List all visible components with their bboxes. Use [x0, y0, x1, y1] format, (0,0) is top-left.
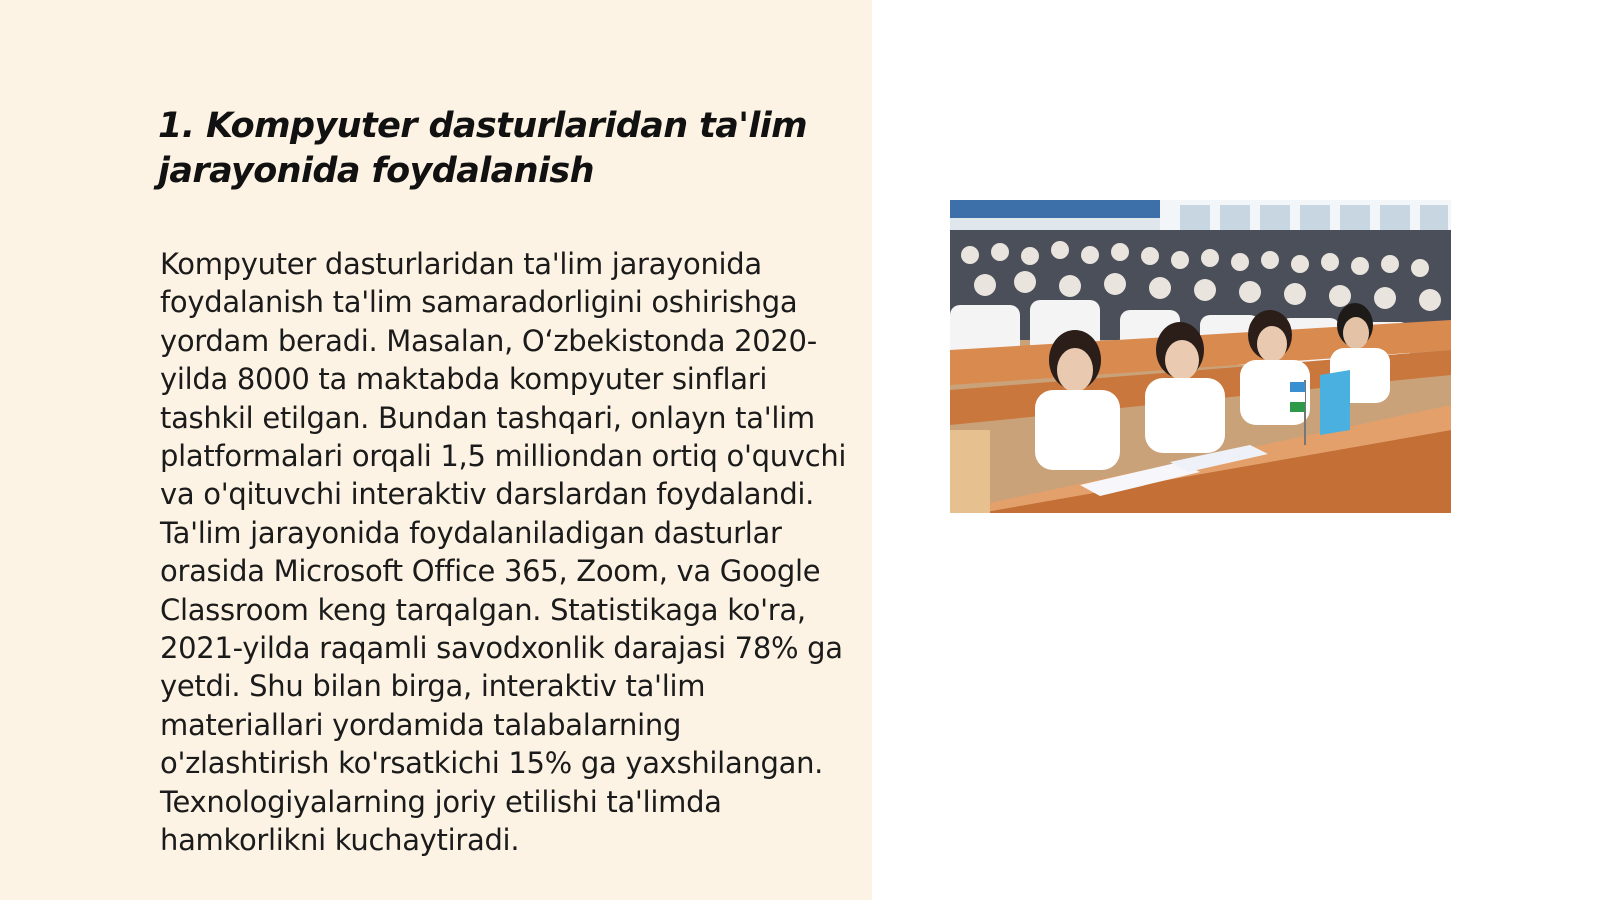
classroom-photo [950, 200, 1451, 513]
slide-body-text: Kompyuter dasturlaridan ta'lim jarayonida foydalanish ta'lim samaradorligini oshirishga yordam beradi. Masalan, O‘zbekistonda 2020-yilda 8000 ta maktabda kompyuter sinflari tashkil etilgan. Bundan tashqari, onlayn ta'lim platformalari orqali 1,5 milliondan ortiq o'quvchi va o'qituvchi interaktiv darslardan foydalandi. Ta'lim jarayonida foydalaniladigan dasturlar orasida Microsoft Office 365, Zoom, va Google Classroom keng tarqalgan. Statistikaga ko'ra, 2021-yilda raqamli savodxonlik darajasi 78% ga yetdi. Shu bilan birga, interaktiv ta'lim materiallari yordamida talabalarning o'zlashtirish ko'rsatkichi 15% ga yaxshilangan. Texnologiyalarning joriy etilishi ta'limda hamkorlikni kuchaytiradi. [160, 247, 847, 858]
slide-title: 1. Kompyuter dasturlaridan ta'lim jarayonida foydalanish [158, 106, 808, 191]
